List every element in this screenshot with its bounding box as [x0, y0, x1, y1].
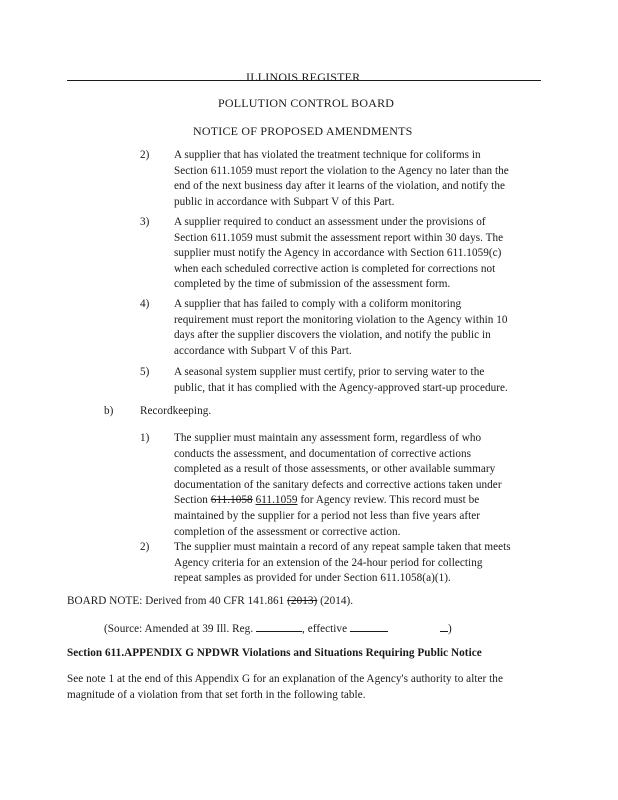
text-line: Agency criteria for an extension of the 24-hour period for collecting: [174, 556, 483, 569]
subsection-letter: b): [104, 405, 114, 417]
text-line: supplier must notify the Agency in accordance with Section 611.1059(c): [174, 247, 502, 260]
text-run: Section: [174, 494, 211, 507]
text-line: The supplier must maintain any assessment form, regardless of who: [174, 432, 482, 444]
text-line: Section 611.1059 must submit the assessment report within 30 days. The: [174, 231, 504, 244]
subsection-heading: Recordkeeping.: [140, 405, 212, 417]
text-line: See note 1 at the end of this Appendix G for an explanation of the Agency's authority to alter the: [67, 673, 503, 685]
text-line: A supplier required to conduct an assessment under the provisions of: [174, 216, 486, 228]
blank-line: [256, 621, 302, 632]
text-line: magnitude of a violation from that set forth in the following table.: [67, 688, 366, 701]
item-number: 2): [140, 541, 150, 553]
item-paragraph: [174, 365, 508, 396]
text-line: accordance with Subpart V of this Part.: [174, 344, 352, 357]
text-line: public in accordance with Subpart V of this Part.: [174, 195, 395, 208]
text-line: completion of the assessment or corrective action.: [174, 525, 401, 538]
register-title: ILLINOIS REGISTER: [246, 70, 361, 84]
text-line: public, that it has complied with the Agency-approved start-up procedure.: [174, 381, 508, 394]
section-heading: Section 611.APPENDIX G NPDWR Violations and Situations Requiring Public Notice: [67, 647, 482, 659]
item-number: 4): [140, 298, 150, 310]
text-line: requirement must report the monitoring violation to the Agency within 10: [174, 313, 508, 326]
item-paragraph: [174, 297, 508, 359]
item-paragraph: [174, 431, 502, 540]
item-number: 1): [140, 432, 150, 444]
source-note: [104, 621, 452, 638]
text-line: days after the supplier discovers the violation, and notify the public in: [174, 329, 491, 342]
blank-line: [440, 621, 448, 632]
text-run: , effective: [302, 623, 350, 635]
item-paragraph: [174, 148, 509, 210]
text-line: The supplier must maintain a record of any repeat sample taken that meets: [174, 541, 511, 553]
text-line: documentation of the sanitary defects and corrective actions taken under: [174, 478, 502, 491]
item-number: 2): [140, 149, 150, 161]
section-paragraph: [67, 672, 503, 703]
text-line: Section 611.1059 must report the violation to the Agency no later than the: [174, 164, 509, 177]
item-paragraph: [174, 215, 503, 293]
agency-title: POLLUTION CONTROL BOARD: [218, 96, 395, 110]
inserted-text: 611.1059: [255, 494, 298, 507]
text-line: completed by the time of submission of the assessment form.: [174, 278, 451, 291]
text-line: end of the next business day after it learns of the violation, and notify the: [174, 180, 505, 193]
text-run: for Agency review. This record must be: [297, 494, 480, 507]
item-number: 5): [140, 366, 150, 378]
text-line: completed as a result of those assessments, or other available summary: [174, 463, 496, 476]
item-number: 3): [140, 216, 150, 228]
item-paragraph: [174, 540, 511, 587]
text-run: BOARD NOTE: Derived from 40 CFR 141.861: [67, 595, 288, 607]
text-run: (Source: Amended at 39 Ill. Reg.: [104, 623, 257, 635]
text-line: repeat samples as provided for under Section 611.1058(a)(1).: [174, 572, 451, 585]
text-line: maintained by the supplier for a period not less than five years after: [174, 509, 481, 522]
text-line: A seasonal system supplier must certify, prior to serving water to the: [174, 366, 485, 378]
blank-line: [350, 621, 388, 632]
text-line: A supplier that has violated the treatment technique for coliforms in: [174, 149, 481, 161]
deleted-text: 611.1058: [210, 494, 253, 507]
deleted-text: (2013): [287, 595, 318, 607]
text-line: conducts the assessment, and documentation of corrective actions: [174, 447, 472, 460]
text-line: A supplier that has failed to comply with a coliform monitoring: [174, 298, 462, 310]
text-run: (2014).: [317, 595, 354, 607]
text-line: [174, 493, 502, 509]
board-note: [67, 594, 353, 610]
text-run: ): [447, 623, 452, 635]
text-line: when each scheduled corrective action is completed for corrections not: [174, 262, 496, 275]
notice-title: NOTICE OF PROPOSED AMENDMENTS: [193, 124, 413, 138]
